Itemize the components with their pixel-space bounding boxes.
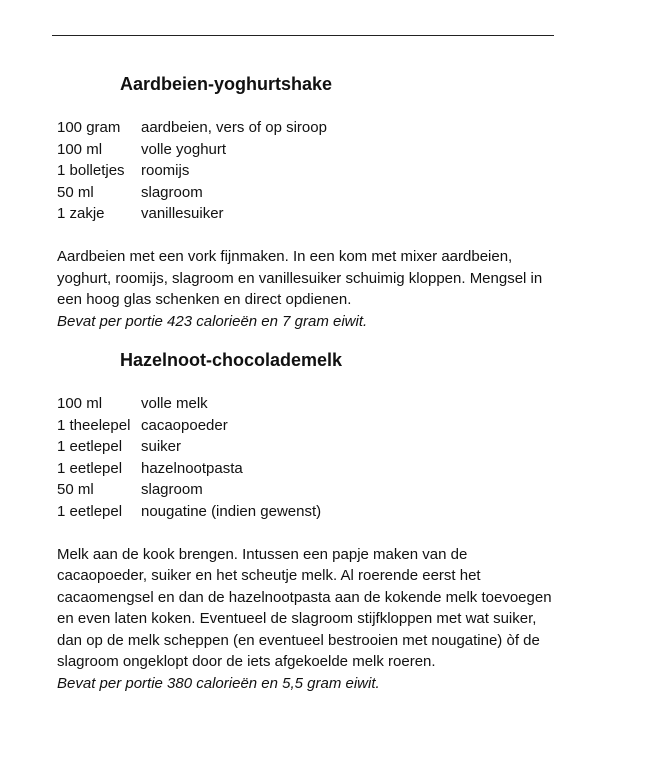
ingredient-name: volle melk: [141, 395, 208, 412]
ingredient-name: hazelnootpasta: [141, 459, 243, 477]
instruction-line: Melk aan de kook brengen. Intussen een papje maken van de: [57, 545, 468, 563]
ingredient-quantity: 100 gram: [57, 119, 121, 136]
ingredient-name: cacaopoeder: [141, 416, 228, 434]
nutrition-note: Bevat per portie 423 calorieën en 7 gram eiwit.: [57, 312, 368, 330]
ingredient-row: [57, 182, 557, 204]
recipe-title: Hazelnoot-chocolademelk: [120, 350, 343, 370]
ingredient-quantity: 1 theelepel: [57, 416, 131, 434]
ingredient-row: [57, 479, 557, 501]
instruction-line: dan op de melk scheppen (en eventueel bestrooien met nougatine) òf de: [57, 631, 540, 649]
ingredient-name: slagroom: [141, 183, 203, 201]
ingredient-row: [57, 501, 557, 523]
ingredient-row: [57, 160, 557, 182]
ingredient-quantity: 50 ml: [57, 183, 94, 201]
ingredient-row: [57, 203, 557, 225]
nutrition-note: Bevat per portie 380 calorieën en 5,5 gram eiwit.: [57, 674, 380, 692]
ingredient-list: [57, 393, 557, 522]
recipe-strawberry-yoghurt-shake: [57, 72, 557, 332]
ingredient-name: roomijs: [141, 162, 190, 179]
instruction-line: en even laten koken. Eventueel de slagroom stijfkloppen met wat suiker,: [57, 610, 537, 627]
ingredient-name: nougatine (indien gewenst): [141, 502, 322, 520]
ingredient-quantity: 50 ml: [57, 481, 94, 498]
ingredient-name: vanillesuiker: [141, 205, 224, 222]
ingredient-quantity: 1 bolletjes: [57, 162, 125, 179]
ingredient-quantity: 1 eetlepel: [57, 502, 123, 520]
recipe-hazelnut-chocolate-milk: [57, 348, 557, 694]
ingredient-row: [57, 458, 557, 480]
recipe-instructions: [57, 544, 557, 695]
ingredient-row: [57, 117, 557, 139]
ingredient-quantity: 100 ml: [57, 140, 103, 158]
instruction-line: Aardbeien met een vork fijnmaken. In een kom met mixer aardbeien,: [57, 248, 513, 265]
ingredient-quantity: 1 eetlepel: [57, 438, 123, 455]
ingredient-row: [57, 139, 557, 161]
recipe-instructions: [57, 246, 557, 332]
ingredient-quantity: 1 eetlepel: [57, 459, 123, 477]
ingredient-name: volle yoghurt: [141, 140, 227, 158]
instruction-line: slagroom ongeklopt door de iets afgekoelde melk roeren.: [57, 653, 436, 670]
ingredient-name: aardbeien, vers of op siroop: [141, 119, 327, 136]
ingredient-row: [57, 393, 557, 415]
ingredient-row: [57, 415, 557, 437]
ingredient-name: slagroom: [141, 481, 203, 498]
instruction-line: yoghurt, roomijs, slagroom en vanillesuiker schuimig kloppen. Mengsel in: [57, 269, 543, 287]
ingredient-row: [57, 436, 557, 458]
recipe-title: Aardbeien-yoghurtshake: [120, 74, 333, 94]
ingredient-quantity: 1 zakje: [57, 205, 105, 222]
instruction-line: een hoog glas schenken en direct opdienen.: [57, 291, 352, 308]
instruction-line: cacaopoeder, suiker en het scheutje melk. Al roerende eerst het: [57, 567, 481, 584]
top-divider: [52, 35, 554, 36]
ingredient-list: [57, 117, 557, 225]
ingredient-quantity: 100 ml: [57, 395, 103, 412]
ingredient-name: suiker: [141, 438, 182, 455]
instruction-line: cacaomengsel en dan de hazelnootpasta aan de kokende melk toevoegen: [57, 588, 552, 606]
